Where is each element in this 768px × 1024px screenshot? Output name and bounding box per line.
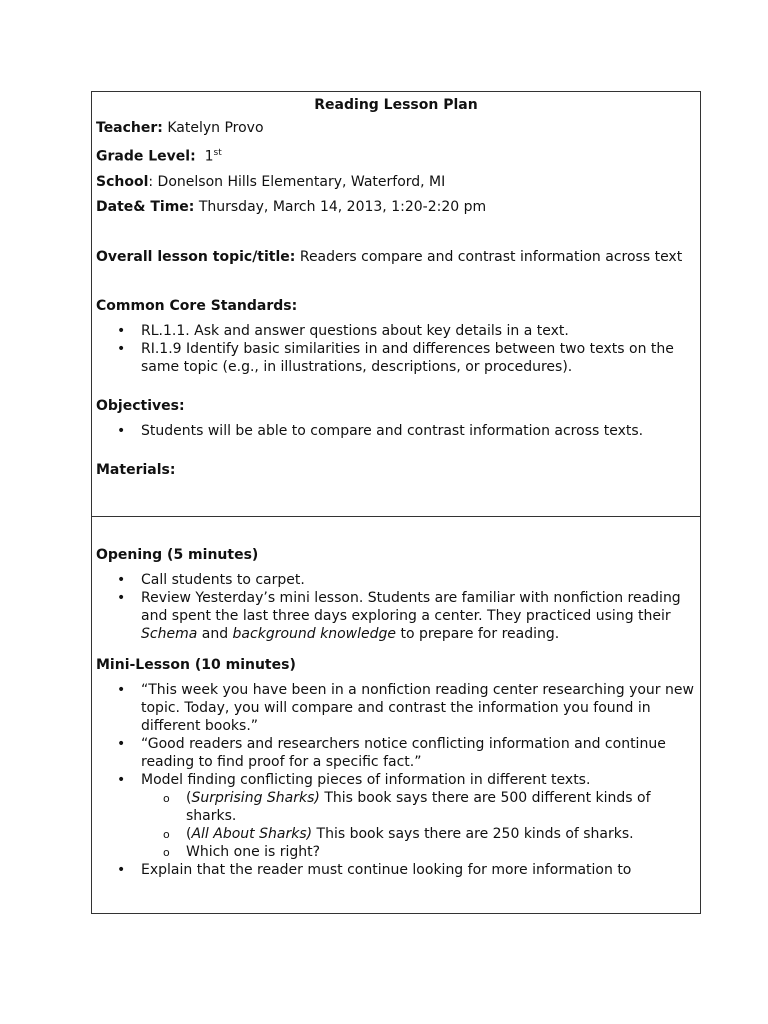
minilesson-heading: Mini-Lesson (10 minutes): [96, 657, 296, 673]
topic-label: Overall lesson topic/title:: [96, 248, 296, 265]
paren: (: [186, 790, 192, 806]
grade-row: [96, 144, 696, 166]
sub-text: This book says there are 500 different kinds of sharks.: [186, 790, 651, 824]
schema-term: Schema: [141, 626, 198, 642]
topic-row: [96, 248, 696, 266]
spacer: [96, 440, 696, 462]
opening-list: [96, 571, 696, 643]
minilesson-text: Model finding conflicting pieces of information in different texts.: [141, 772, 591, 788]
spacer: [96, 643, 696, 657]
grade-label: Grade Level:: [96, 148, 196, 165]
lesson-plan-table: [91, 91, 701, 914]
standards-item: • RL.1.1. Ask and answer questions about key details in a text.: [141, 322, 696, 340]
opening-heading: Opening (5 minutes): [96, 547, 259, 563]
minilesson-item: • Explain that the reader must continue looking for more information to: [141, 861, 696, 879]
topic-value: Readers compare and contrast information across text: [299, 248, 683, 265]
sub-item: [186, 789, 696, 825]
background-knowledge-term: background knowledge: [232, 626, 396, 642]
sub-list: [141, 789, 696, 861]
objectives-heading: Objectives:: [96, 397, 185, 414]
school-row: [96, 173, 696, 191]
spacer: [96, 273, 696, 298]
minilesson-list: [96, 681, 696, 879]
opening-text: Review Yesterday’s mini lesson. Students are familiar with nonfiction reading and spent the last three days exploring a center. They practiced using their: [141, 590, 681, 624]
sub-item: o Which one is right?: [186, 843, 696, 861]
grade-value: 1: [204, 148, 214, 165]
teacher-row: [96, 119, 696, 137]
standards-list: [96, 322, 696, 376]
spacer: [96, 376, 696, 398]
teacher-value: Katelyn Provo: [167, 120, 264, 136]
minilesson-item: [141, 771, 696, 861]
opening-text: to prepare for reading.: [396, 626, 560, 642]
book-title: All About Sharks): [191, 826, 313, 842]
minilesson-item: • “Good readers and researchers notice conflicting information and continue reading to find proof for a specific fact.”: [141, 735, 696, 771]
sub-text: This book says there are 250 kinds of sharks.: [312, 826, 634, 842]
header-cell: [92, 92, 700, 517]
school-label: School: [96, 173, 149, 190]
standards-item: • RI.1.9 Identify basic similarities in and differences between two texts on the same topic (e.g., in illustrations, descriptions, or procedures).: [141, 340, 696, 376]
datetime-value: Thursday, March 14, 2013, 1:20-2:20 pm: [198, 198, 487, 215]
objectives-item: • Students will be able to compare and contrast information across texts.: [141, 422, 696, 440]
document-title: Reading Lesson Plan: [314, 97, 478, 113]
paren: (: [186, 826, 192, 842]
teacher-label: Teacher:: [96, 120, 163, 136]
materials-heading: Materials:: [96, 461, 176, 478]
grade-sup: st: [213, 148, 222, 158]
procedure-cell: [92, 517, 700, 913]
opening-item: [141, 589, 696, 643]
datetime-row: [96, 198, 696, 216]
minilesson-item: • “This week you have been in a nonfiction reading center researching your new topic. Today, you will compare and contrast the information you found in different books.”: [141, 681, 696, 735]
sub-item: [186, 825, 696, 843]
school-value: : Donelson Hills Elementary, Waterford, MI: [148, 173, 446, 190]
book-title: Surprising Sharks): [191, 790, 320, 806]
opening-item: • Call students to carpet.: [141, 571, 696, 589]
spacer: [96, 223, 696, 248]
standards-heading: Common Core Standards:: [96, 297, 298, 314]
objectives-list: [96, 422, 696, 440]
datetime-label: Date& Time:: [96, 198, 195, 215]
opening-text: and: [197, 626, 233, 642]
